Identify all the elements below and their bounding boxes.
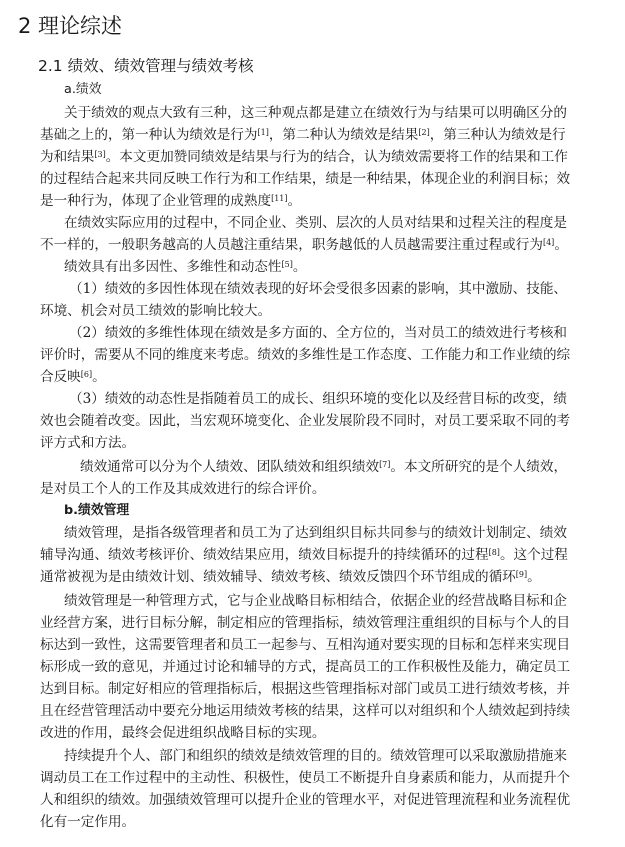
paragraph-line: 绩效管理，是指各级管理者和员工为了达到组织目标共同参与的绩效计划制定、绩效 [64,525,567,541]
paragraph-line: 的过程结合起来共同反映工作行为和工作结果，绩是一种结果，体现企业的利润目标；效 [40,171,571,187]
paragraph-line: 是对员工个人的工作及其成效进行的综合评价。 [40,481,326,497]
citation: [1] [257,128,269,137]
citation: [6] [80,370,93,379]
paragraph-line: 绩效具有出多因性、多维性和动态性[5]。 [64,259,307,275]
paragraph-line: 基础之上的，第一种认为绩效是行为[1]，第二种认为绩效是结果[2]，第三种认为绩效是行 [40,127,566,143]
paragraph-line: 合反映[6]。 [40,369,106,385]
paragraph-line: 关于绩效的观点大致有三种，这三种观点都是建立在绩效行为与结果可以明确区分的 [64,105,567,121]
subheading-a: a.绩效 [64,82,102,97]
paragraph-line: 且在经营管理活动中要充分地运用绩效考核的结果，这样可以对组织和个人绩效起到持续 [40,703,571,719]
citation: [11] [271,194,288,203]
paragraph-line: 持续提升个人、部门和组织的绩效是绩效管理的目的。绩效管理可以采取激励措施来 [64,748,567,764]
paragraph-line: 是一种行为，体现了企业管理的成熟度[11]。 [40,193,302,209]
paragraph-line: 不一样的，一般职务越高的人员越注重结果，职务越低的人员越需要注重过程或行为[4]。 [40,237,568,253]
paragraph-line: 调动员工在工作过程中的主动性、积极性，使员工不断提升自身素质和能力，从而提升个 [40,770,571,786]
paragraph-line: 达到目标。制定好相应的管理指标后，根据这些管理指标对部门或员工进行绩效考核，并 [40,681,571,697]
subheading-b: b.绩效管理 [64,503,130,518]
paragraph-line: 人和组织的绩效。加强绩效管理可以提升企业的管理水平，对促进管理流程和业务流程优 [40,792,571,808]
paragraph-line: 评方式和方法。 [40,435,136,451]
paragraph-line: 评价时，需要从不同的维度来考虑。绩效的多维性是工作态度、工作能力和工作业绩的综 [40,347,571,363]
paragraph-line: 通常被视为是由绩效计划、绩效辅导、绩效考核、绩效反馈四个环节组成的循环[9]。 [40,569,541,585]
citation: [7] [379,460,391,469]
paragraph-line: 为和结果[3]。本文更加赞同绩效是结果与行为的结合，认为绩效需要将工作的结果和工作 [40,149,568,165]
citation: [5] [281,260,293,269]
citation: [8] [488,548,500,557]
paragraph-line: （1）绩效的多因性体现在绩效表现的好坏会受很多因素的影响，其中激励、技能、 [69,281,568,297]
paragraph-line: 业经营方案，进行目标分解，制定相应的管理指标，绩效管理注重组织的目标与个人的目 [40,615,571,631]
citation: [3] [94,150,106,159]
paragraph-line: 标形成一致的意见，并通过讨论和辅导的方式，提高员工的工作积极性及能力，确定员工 [40,659,571,675]
paragraph-line: （2）绩效的多维性体现在绩效是多方面的、全方位的，当对员工的绩效进行考核和 [69,325,568,341]
paragraph-line: （3）绩效的动态性是指随着员工的成长、组织环境的变化以及经营目标的改变，绩 [69,391,568,407]
paragraph-line: 绩效管理是一种管理方式，它与企业战略目标相结合，依据企业的经营战略目标和企 [64,593,567,609]
paragraph-line: 标达到一致性，这需要管理者和员工一起参与、互相沟通对要实现的目标和怎样来实现目 [40,637,571,653]
paragraph-line: 辅导沟通、绩效考核评价、绩效结果应用，绩效目标提升的持续循环的过程[8]。这个过程 [40,547,568,563]
citation: [2] [418,128,430,137]
paragraph-line: 环境、机会对员工绩效的影响比较大。 [40,303,272,319]
citation: [4] [542,238,555,247]
paragraph-line: 效也会随着改变。因此，当宏观环境变化、企业发展阶段不同时，对员工要采取不同的考 [40,413,571,429]
paragraph-line: 绩效通常可以分为个人绩效、团队绩效和组织绩效[7]。本文所研究的是个人绩效， [80,459,568,475]
paragraph-line: 改进的作用，最终会促进组织战略目标的实现。 [40,725,326,741]
section-title: 2 理论综述 [18,14,123,38]
subsection-title: 2.1 绩效、绩效管理与绩效考核 [38,57,254,75]
paragraph-line: 在绩效实际应用的过程中，不同企业、类别、层次的人员对结果和过程关注的程度是 [64,215,567,231]
citation: [9] [515,570,528,579]
paragraph-line: 化有一定作用。 [40,814,136,830]
